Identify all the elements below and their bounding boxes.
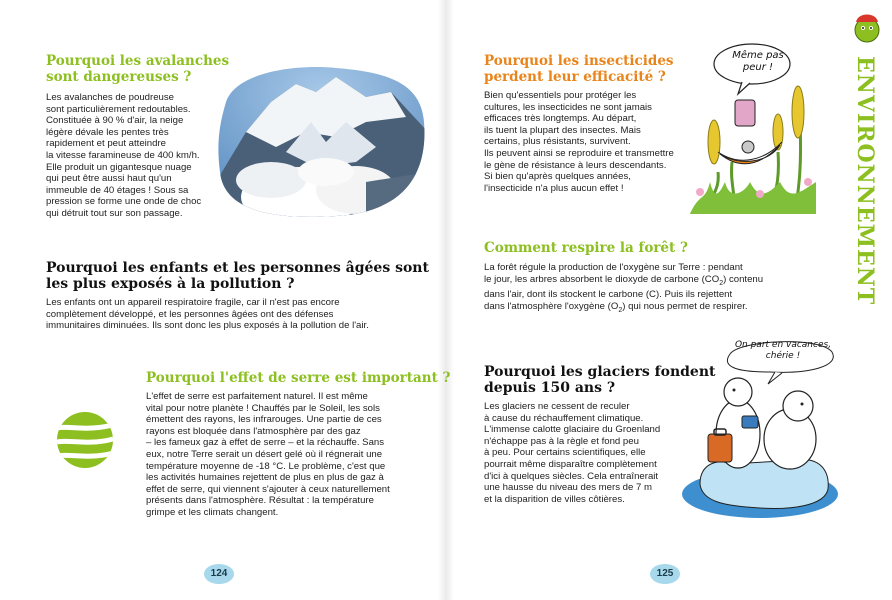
avalanche-title: Pourquoi les avalanches sont dangereuses ? xyxy=(46,53,230,85)
page-gutter xyxy=(438,0,454,600)
avalanche-photo xyxy=(216,62,428,220)
glaciers-text: Les glaciers ne cessent de reculer à cause du réchauffement climatique. L'immense calotte glaciaire du Groenland n'échappe pas à la règle et fond peu à peu. Pour certains scientifiques, elle pourrait même disparaître complètement d'ici à quelques siècles. Cela entraînerait une hausse du niveau des mers de 7 m et la disparition de villes côtières. xyxy=(484,401,661,505)
insecticides-text: Bien qu'essentiels pour protéger les cultures, les insecticides ne sont jamais efficaces très longtemps. Au départ, ils tuent la plupart des insectes. Mais certains, plus résistants, survivent. Ils peuvent ainsi se reproduire et transmettre le gène de résistance à leurs descendants. Si bien qu'après quelques années, l'insecticide n'a plus aucun effet ! xyxy=(484,90,674,194)
striped-circle-icon xyxy=(56,411,114,469)
forest-line-3: dans l'air, dont ils stockent le carbone (C). Puis ils rejettent xyxy=(484,289,733,301)
pollution-title: Pourquoi les enfants et les personnes âgées sont les plus exposés à la pollution ? xyxy=(46,260,429,292)
glaciers-title: Pourquoi les glaciers fondent depuis 150 ans ? xyxy=(484,364,716,396)
pollution-text: Les enfants ont un appareil respiratoire fragile, car il n'est pas encore complètement développé, et les personnes âgées ont des défenses immunitaires diminuées. Ils sont donc les plus exposés à la pollution de l'air. xyxy=(46,297,369,332)
forest-text xyxy=(484,262,834,316)
forest-line-1: La forêt régule la production de l'oxygène sur Terre : pendant xyxy=(484,262,743,273)
forest-line-4: dans l'atmosphère l'oxygène $(O_2)$ qui nous permet de respirer. xyxy=(484,300,748,314)
bug-mascot-icon xyxy=(852,8,882,46)
page-number-left: 124 xyxy=(204,564,234,584)
bears-speech-bubble: On part en vacances, chérie ! xyxy=(734,340,832,361)
insect-speech-bubble: Même pas peur ! xyxy=(732,50,784,73)
section-title: ENVIRONNEMENT xyxy=(852,56,878,306)
forest-line-2: le jour, les arbres absorbent le dioxyde de carbone $(CO_2)$ contenu xyxy=(484,273,764,287)
section-title-container xyxy=(846,56,886,306)
forest-title: Comment respire la forêt ? xyxy=(484,240,688,256)
greenhouse-title: Pourquoi l'effet de serre est important ? xyxy=(146,370,451,386)
polar-bears-illustration xyxy=(680,334,842,530)
page-number-right: 125 xyxy=(650,564,680,584)
avalanche-text: Les avalanches de poudreuse sont particulièrement redoutables. Constituée à 90 % d'air, la neige légère dévale les pentes très rapidement et peut atteindre la vitesse faramineuse de 400 km/h. Elle produit un gigantesque nuage qui peut être aussi haut qu'un immeuble de 40 étages ! Sous sa pression se forme une onde de choc qui détruit tout sur son passage. xyxy=(46,92,202,219)
greenhouse-text: L'effet de serre est parfaitement naturel. Il est même vital pour notre planète ! Chauffés par le Soleil, les sols émettent des rayons, les infrarouges. Une partie de ces rayons est bloquée dans l'atmosphère par des gaz – les fameux gaz à effet de serre – et la réchauffe. Sans eux, notre Terre serait un désert gelé où il régnerait une température moyenne de -18 °C. Le problème, c'est que les activités humaines rejettent de plus en plus de gaz à effet de serre, qui viennent s'ajouter à ceux naturellement présents dans l'atmosphère. Résultat : la température grimpe et les climats changent. xyxy=(146,391,390,518)
insecticides-title: Pourquoi les insecticides perdent leur efficacité ? xyxy=(484,53,674,85)
